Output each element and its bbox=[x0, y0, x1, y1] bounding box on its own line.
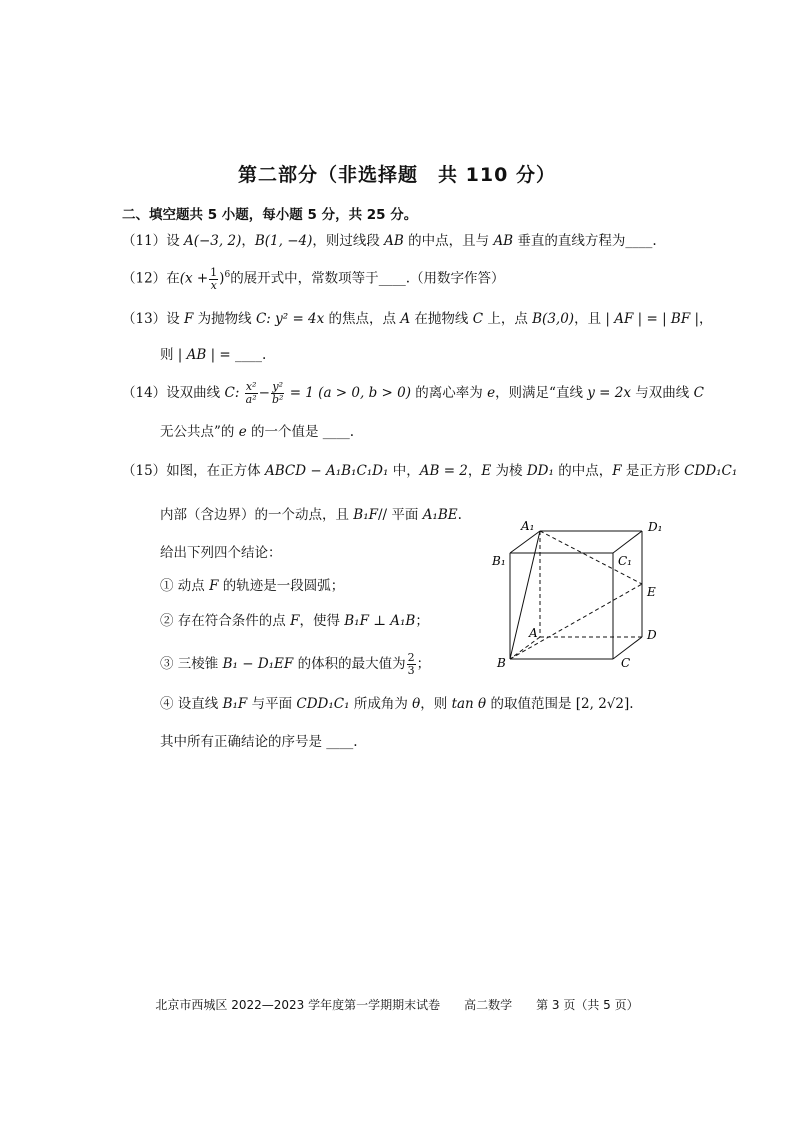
label-b1: B₁ bbox=[492, 554, 506, 568]
label-a: A bbox=[529, 626, 538, 640]
edge-c1-d1 bbox=[613, 531, 642, 553]
question-13: （13）设 F 为抛物线 C: y² = 4x 的焦点，点 A 在抛物线 C 上，点 B(3,0)，且 | AF | = | BF |， bbox=[122, 311, 713, 327]
page-title: 第二部分（非选择题 共 110 分） bbox=[238, 164, 556, 186]
conclusions-intro: 给出下列四个结论： bbox=[160, 545, 282, 561]
question-12: （12）在(x + $\frac{1}{x}$ )$^6$的展开式中，常数项等于____.（用数字作答） bbox=[122, 265, 505, 292]
conclusion-1: ① 动点 F 的轨迹是一段圆弧； bbox=[160, 578, 345, 594]
answer-blank[interactable]: ____. bbox=[625, 233, 657, 249]
label-c1: C₁ bbox=[618, 554, 632, 568]
answer-blank[interactable]: ____.（用数字作答） bbox=[378, 270, 505, 287]
answer-blank[interactable]: ____. bbox=[230, 347, 267, 363]
label-a1: A₁ bbox=[521, 519, 535, 533]
cube-figure bbox=[480, 515, 680, 675]
edge-b-e bbox=[510, 584, 642, 659]
question-14: （14）设双曲线 C: $\frac{\text{x²}}{\text{a²}}$ − $\frac{\text{y²}}{\text{b²}}$ = 1 (a > 0, b > 0) 的离心率为 e，则满足“直线 y = 2x 与双曲线 C bbox=[122, 380, 704, 406]
fraction: $\frac{1}{x}$ bbox=[210, 265, 218, 292]
label-c: C bbox=[621, 656, 631, 670]
question-15-ask: 其中所有正确结论的序号是 ____. bbox=[160, 734, 358, 750]
page-footer: 北京市西城区 2022—2023 学年度第一学期期末试卷 高二数学 第 3 页（共 5 页） bbox=[155, 998, 639, 1012]
conclusion-3: ③ 三棱锥 B₁ − D₁EF 的体积的最大值为 $\frac{2}{3}$ ； bbox=[160, 651, 431, 677]
point-a: A(−3, 2) bbox=[183, 233, 242, 249]
section-heading: 二、填空题共 5 小题，每小题 5 分，共 25 分。 bbox=[122, 207, 418, 223]
question-number: （15） bbox=[122, 463, 167, 479]
question-14-line2: 无公共点”的 e 的一个值是 ____. bbox=[160, 424, 355, 440]
label-b: B bbox=[497, 656, 506, 670]
question-15-line2: 内部（含边界）的一个动点，且 B₁F// 平面 A₁BE. bbox=[160, 507, 462, 523]
label-e: E bbox=[647, 585, 656, 599]
question-13-line2: 则 | AB | = ____. bbox=[160, 347, 267, 363]
fraction: $\frac{2}{3}$ bbox=[407, 651, 415, 677]
question-15: （15）如图，在正方体 ABCD − A₁B₁C₁D₁ 中，AB = 2，E 为棱 DD₁ 的中点，F 是正方形 CDD₁C₁ bbox=[122, 463, 738, 479]
point-b: B(1, −4) bbox=[254, 233, 313, 249]
label-d1: D₁ bbox=[648, 520, 663, 534]
conclusion-2: ② 存在符合条件的点 F，使得 B₁F ⊥ A₁B； bbox=[160, 613, 429, 629]
question-number: （11） bbox=[122, 233, 167, 249]
fraction: $\frac{\text{y²}}{\text{b²}}$ bbox=[271, 380, 284, 406]
question-11: （11）设 A(−3, 2)，B(1, −4)，则过线段 AB 的中点，且与 AB 垂直的直线方程为____. bbox=[122, 233, 657, 249]
conclusion-4: ④ 设直线 B₁F 与平面 CDD₁C₁ 所成角为 θ，则 tan θ 的取值范围是 [2, 2√2]. bbox=[160, 696, 634, 712]
question-number: （12） bbox=[122, 270, 167, 287]
fraction: $\frac{\text{x²}}{\text{a²}}$ bbox=[245, 380, 257, 406]
label-d: D bbox=[647, 628, 657, 642]
question-number: （13） bbox=[122, 311, 167, 327]
answer-blank[interactable]: 的一个值是 ____. bbox=[246, 424, 355, 440]
question-number: （14） bbox=[122, 385, 167, 401]
